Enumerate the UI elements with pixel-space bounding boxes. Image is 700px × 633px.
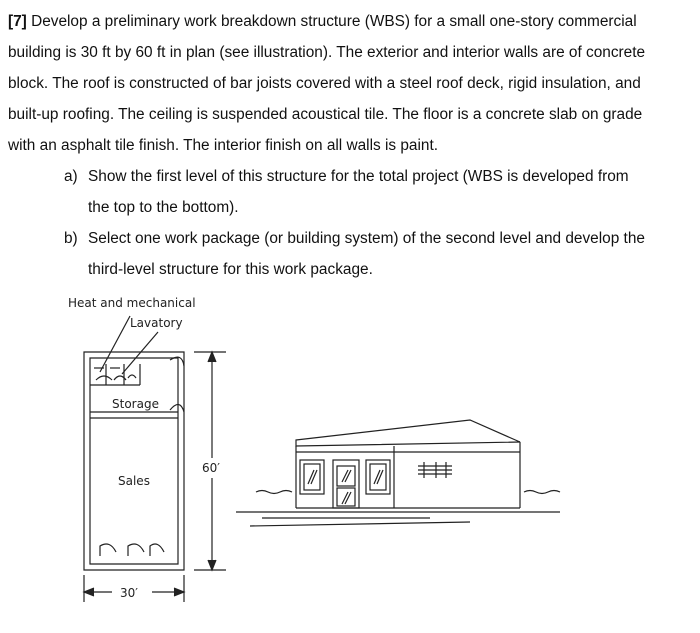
problem-line-5: with an asphalt tile finish. The interior finish on all walls is paint. bbox=[8, 137, 439, 154]
problem-line-3: block. The roof is constructed of bar joists covered with a steel roof deck, rigid insulation, and bbox=[8, 75, 641, 92]
question-a-text-1: Show the first level of this structure for the total project (WBS is developed from bbox=[88, 168, 629, 185]
question-a-marker: a) bbox=[64, 168, 78, 185]
question-b-text-2: third-level structure for this work package. bbox=[88, 261, 373, 278]
label-dim-60: 60′ bbox=[202, 461, 220, 475]
label-heat-mechanical: Heat and mechanical bbox=[68, 296, 196, 310]
label-lavatory: Lavatory bbox=[130, 316, 183, 330]
label-sales: Sales bbox=[118, 474, 150, 488]
question-a-text-2: the top to the bottom). bbox=[88, 199, 239, 216]
building-perspective bbox=[236, 420, 560, 526]
problem-number: [7] bbox=[8, 13, 27, 30]
problem-line-1: [7] Develop a preliminary work breakdown structure (WBS) for a small one-story commercial bbox=[8, 13, 637, 30]
floor-plan bbox=[84, 316, 184, 570]
label-storage: Storage bbox=[112, 397, 159, 411]
problem-line-2: building is 30 ft by 60 ft in plan (see illustration). The exterior and interior walls are of concrete bbox=[8, 44, 646, 61]
question-b-marker: b) bbox=[64, 230, 78, 247]
question-b-text-1: Select one work package (or building system) of the second level and develop the bbox=[88, 230, 645, 247]
problem-line-4: built-up roofing. The ceiling is suspended acoustical tile. The floor is a concrete slab on grade bbox=[8, 106, 643, 123]
label-dim-30: 30′ bbox=[120, 586, 138, 600]
